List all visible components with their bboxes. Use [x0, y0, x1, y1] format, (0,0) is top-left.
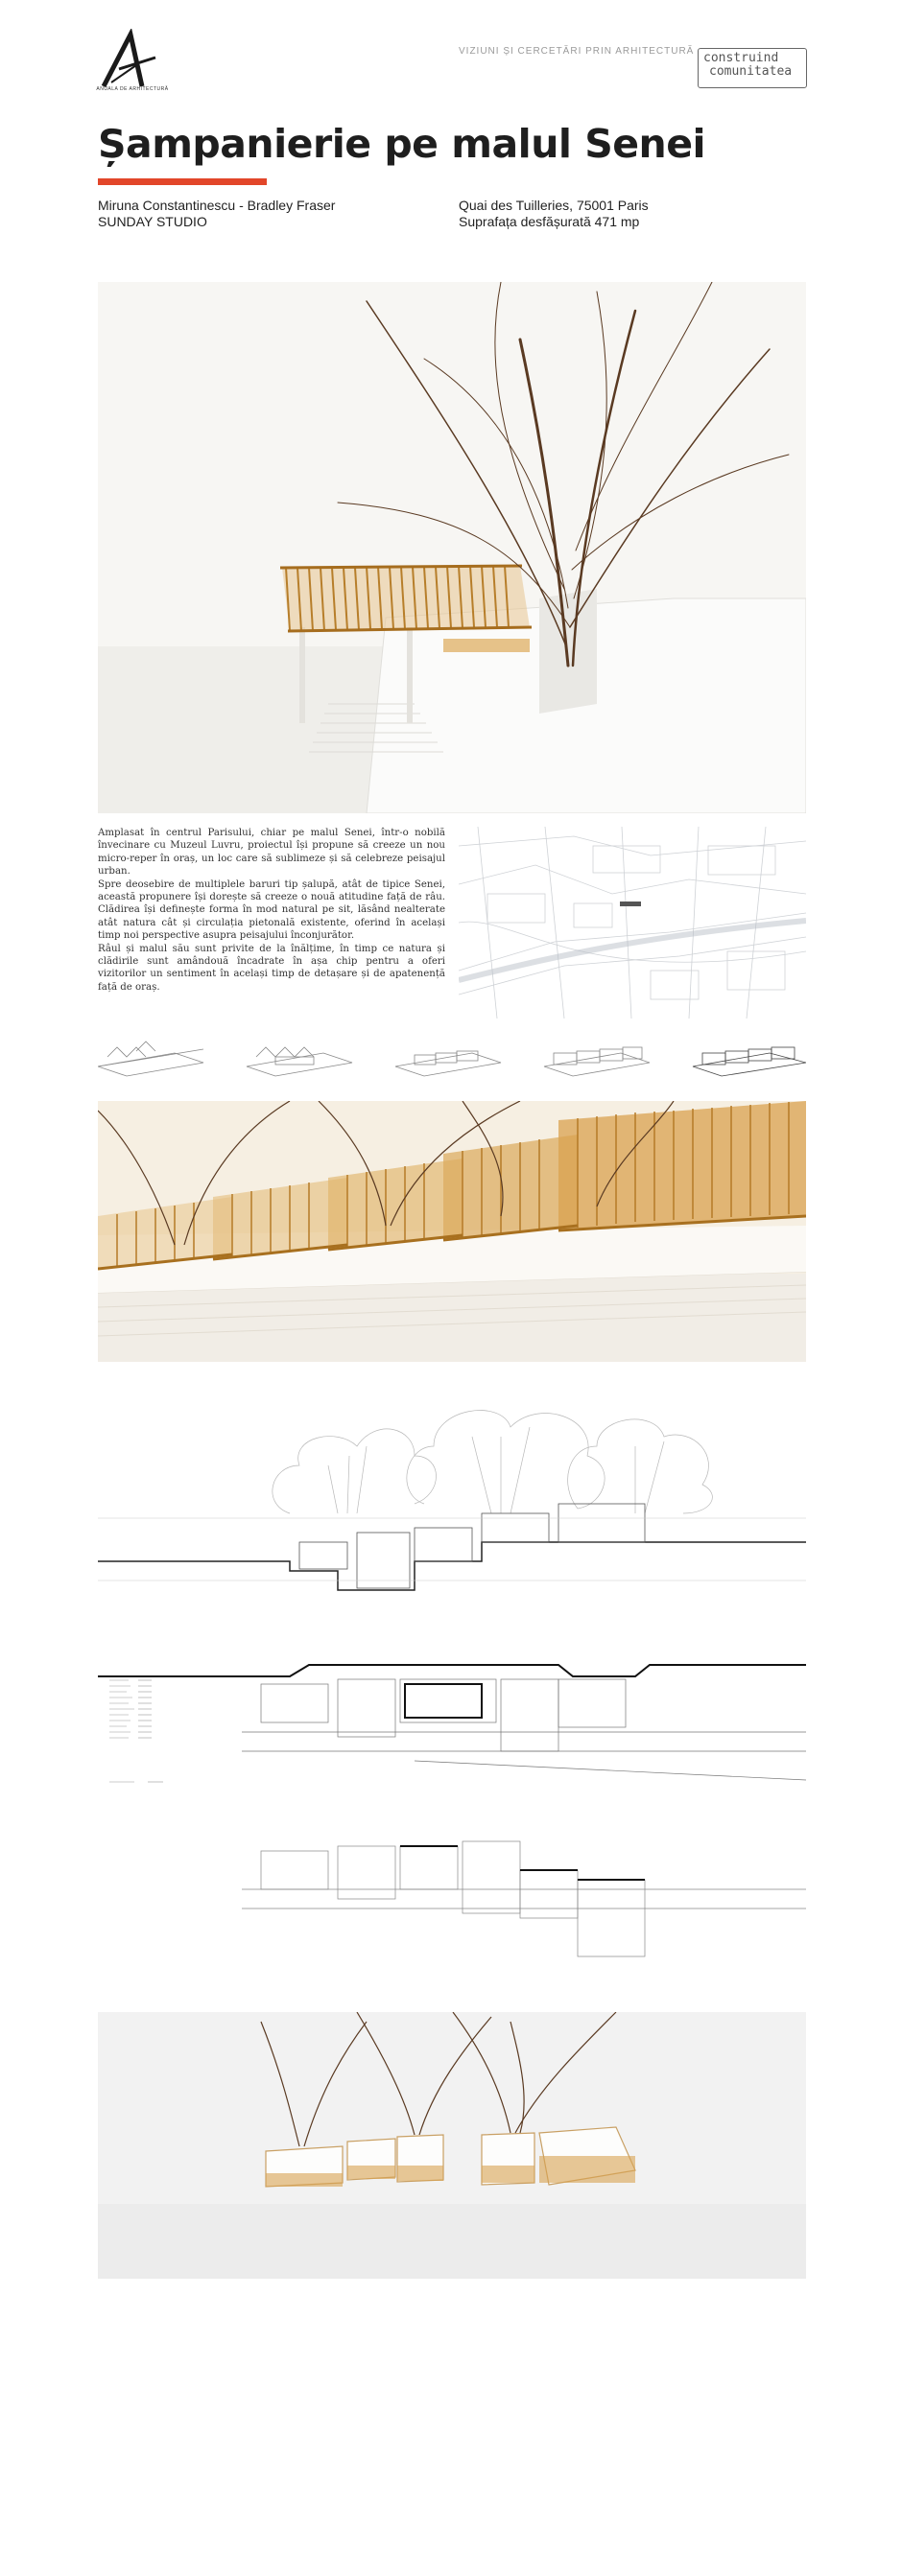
brand-logo	[698, 48, 807, 88]
address: Quai des Tuilleries, 75001 Paris	[459, 198, 649, 213]
description-paragraph: Amplasat în centrul Parisului, chiar pe malul Senei, într-o nobilă învecinare cu Muzeul Luvru, proiectul își propune să creeze un nou micro-reper în oraș, un loc care să sublimeze și să celebreze peisajul urban.	[98, 828, 445, 878]
room-legend	[109, 1676, 167, 1794]
model-perspective-photo	[98, 1101, 806, 1362]
project-description	[98, 827, 445, 994]
studio: SUNDAY STUDIO	[98, 214, 207, 229]
final-model-photo	[98, 2012, 806, 2279]
logo-caption: ANUALA DE ARHITECTURĂ	[96, 86, 169, 92]
project-title: Șampanierie pe malul Senei	[98, 121, 706, 167]
concept-diagrams	[98, 1028, 806, 1078]
tree-outline	[273, 1411, 713, 1513]
description-paragraph: Spre deosebire de multiplele baruri tip șalupă, atât de tipice Senei, această propunere își dorește să creeze o nouă atitudine față de râu. Clădirea își definește forma în mod natural pe sit, lăsând nealterate atât natura cât și circulația pietonală existente, oferind în același timp noi perspective asupra peisajului înconjurător.	[98, 878, 445, 942]
model-volumes	[266, 2127, 635, 2187]
hero-model-photo	[98, 282, 806, 813]
authors: Miruna Constantinescu - Bradley Fraser	[98, 198, 336, 213]
title-accent-bar	[98, 178, 267, 185]
description-paragraph: Râul și malul său sunt privite de la înălțime, în timp ce natura și clădirile sunt amândouă încadrate în așa chip pentru a oferi vizitorilor un sentiment în același timp de detașare și de apatenență față de oraș.	[98, 943, 445, 993]
brand-line-1: construind	[703, 51, 779, 65]
brand-line-2: comunitatea	[709, 64, 793, 79]
tree-branches	[261, 2012, 616, 2146]
built-area: Suprafața desfășurată 471 mp	[459, 214, 640, 229]
tagline: VIZIUNI ȘI CERCETĂRI PRIN ARHITECTURĂ	[459, 46, 695, 57]
ground-floor-plan	[98, 1627, 806, 1818]
cross-section-drawing	[98, 1389, 806, 1600]
site-plan-map	[459, 827, 806, 1019]
upper-floor-plan	[98, 1832, 806, 1966]
